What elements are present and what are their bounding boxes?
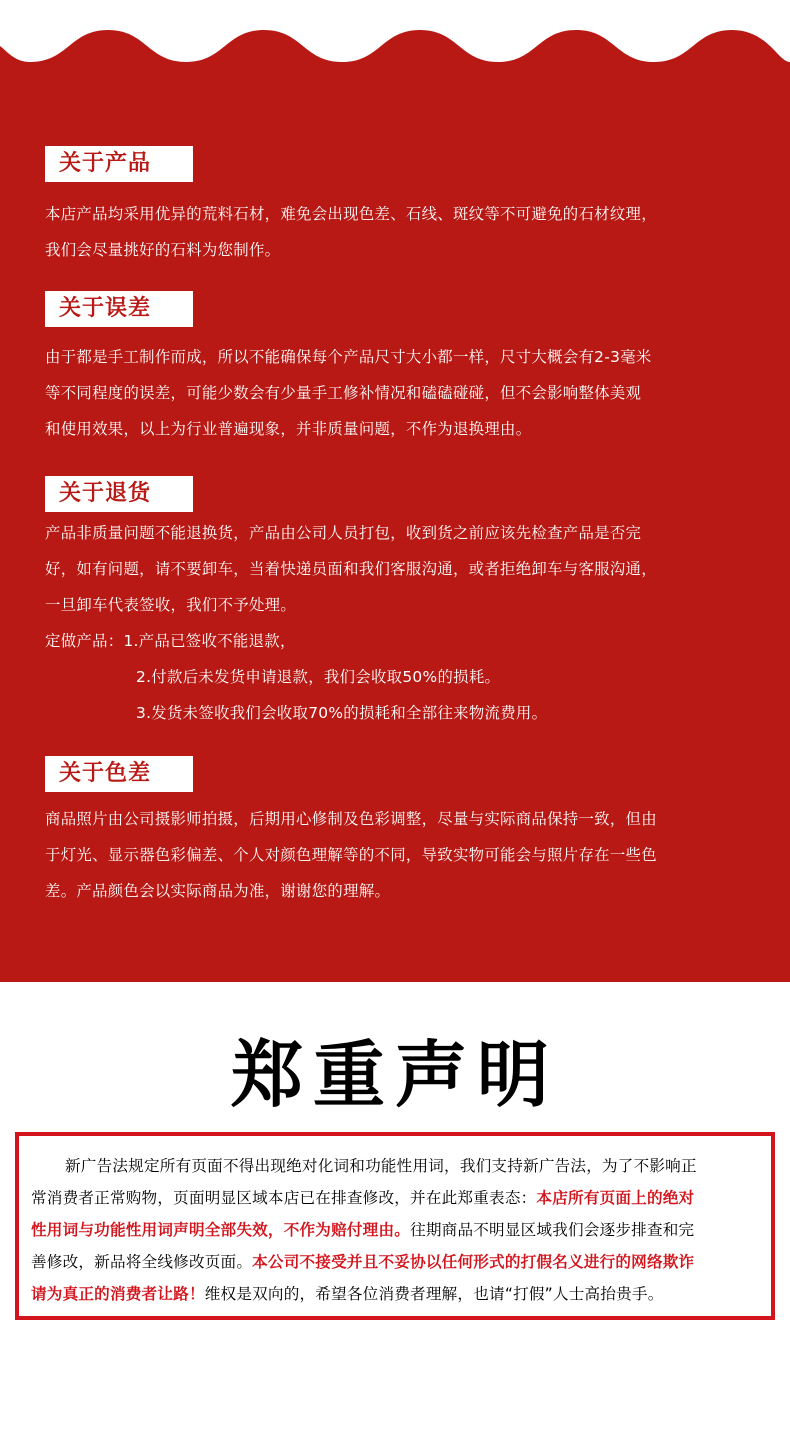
section-product-text: [45, 196, 765, 268]
declaration-line: [31, 1182, 765, 1214]
declaration-line: 新广告法规定所有页面不得出现绝对化词和功能性用词，我们支持新广告法，为了不影响正: [65, 1157, 697, 1175]
section-title-color: 关于色差: [45, 756, 193, 792]
declaration-text-highlight: 本公司不接受并且不妥协以任何形式的打假名义进行的网络欺诈: [252, 1253, 695, 1271]
text-line: 和使用效果，以上为行业普遍现象，并非质量问题，不作为退换理由。: [45, 420, 532, 438]
section-title-error: 关于误差: [45, 291, 193, 327]
declaration-line: [31, 1246, 765, 1278]
text-line: 于灯光、显示器色彩偏差、个人对颜色理解等的不同，导致实物可能会与照片存在一些色: [45, 846, 657, 864]
declaration-line: [31, 1214, 765, 1246]
declaration-text: [31, 1150, 765, 1310]
section-color-text: [45, 801, 765, 909]
section-returns-text: [45, 515, 765, 731]
scalloped-wave-top: [0, 0, 790, 80]
declaration-text-highlight: 本店所有页面上的绝对: [536, 1189, 695, 1207]
text-line-indented: 3.发货未签收我们会收取70%的损耗和全部往来物流费用。: [136, 704, 548, 722]
text-line: 一旦卸车代表签收，我们不予处理。: [45, 596, 297, 614]
text-line: 我们会尽量挑好的石料为您制作。: [45, 241, 281, 259]
declaration-text-normal: 维权是双向的，希望各位消费者理解，也请“打假”人士高抬贵手。: [204, 1285, 664, 1303]
declaration-line: [31, 1278, 765, 1310]
text-line-indented: 2.付款后未发货申请退款，我们会收取50%的损耗。: [136, 668, 501, 686]
declaration-title: 郑重声明: [230, 1033, 559, 1117]
section-title-product: 关于产品: [45, 146, 193, 182]
text-line: 本店产品均采用优异的荒料石材，难免会出现色差、石线、斑纹等不可避免的石材纹理，: [45, 205, 657, 223]
text-line: 好，如有问题，请不要卸车，当着快递员面和我们客服沟通，或者拒绝卸车与客服沟通，: [45, 560, 657, 578]
text-line: 定做产品：1.产品已签收不能退款，: [45, 632, 296, 650]
text-line: 等不同程度的误差，可能少数会有少量手工修补情况和磕磕碰碰，但不会影响整体美观: [45, 384, 642, 402]
declaration-text-normal: 常消费者正常购物，页面明显区域本店已在排查修改，并在此郑重表态：: [31, 1189, 537, 1207]
section-error-text: [45, 339, 765, 447]
declaration-text-highlight: 请为真正的消费者让路！: [31, 1285, 205, 1303]
declaration-text-normal: 善修改，新品将全线修改页面。: [31, 1253, 253, 1271]
text-line: 由于都是手工制作而成，所以不能确保每个产品尺寸大小都一样，尺寸大概会有2-3毫米: [45, 348, 652, 366]
section-title-returns: 关于退货: [45, 476, 193, 512]
text-line: 差。产品颜色会以实际商品为准，谢谢您的理解。: [45, 882, 391, 900]
text-line: 商品照片由公司摄影师拍摄，后期用心修制及色彩调整，尽量与实际商品保持一致，但由: [45, 810, 657, 828]
declaration-text-highlight: 性用词与功能性用词声明全部失效，不作为赔付理由。: [31, 1221, 411, 1239]
text-line: 产品非质量问题不能退换货，产品由公司人员打包，收到货之前应该先检查产品是否完: [45, 524, 642, 542]
declaration-box: [15, 1132, 775, 1320]
declaration-text-normal: 往期商品不明显区域我们会逐步排查和完: [410, 1221, 695, 1239]
